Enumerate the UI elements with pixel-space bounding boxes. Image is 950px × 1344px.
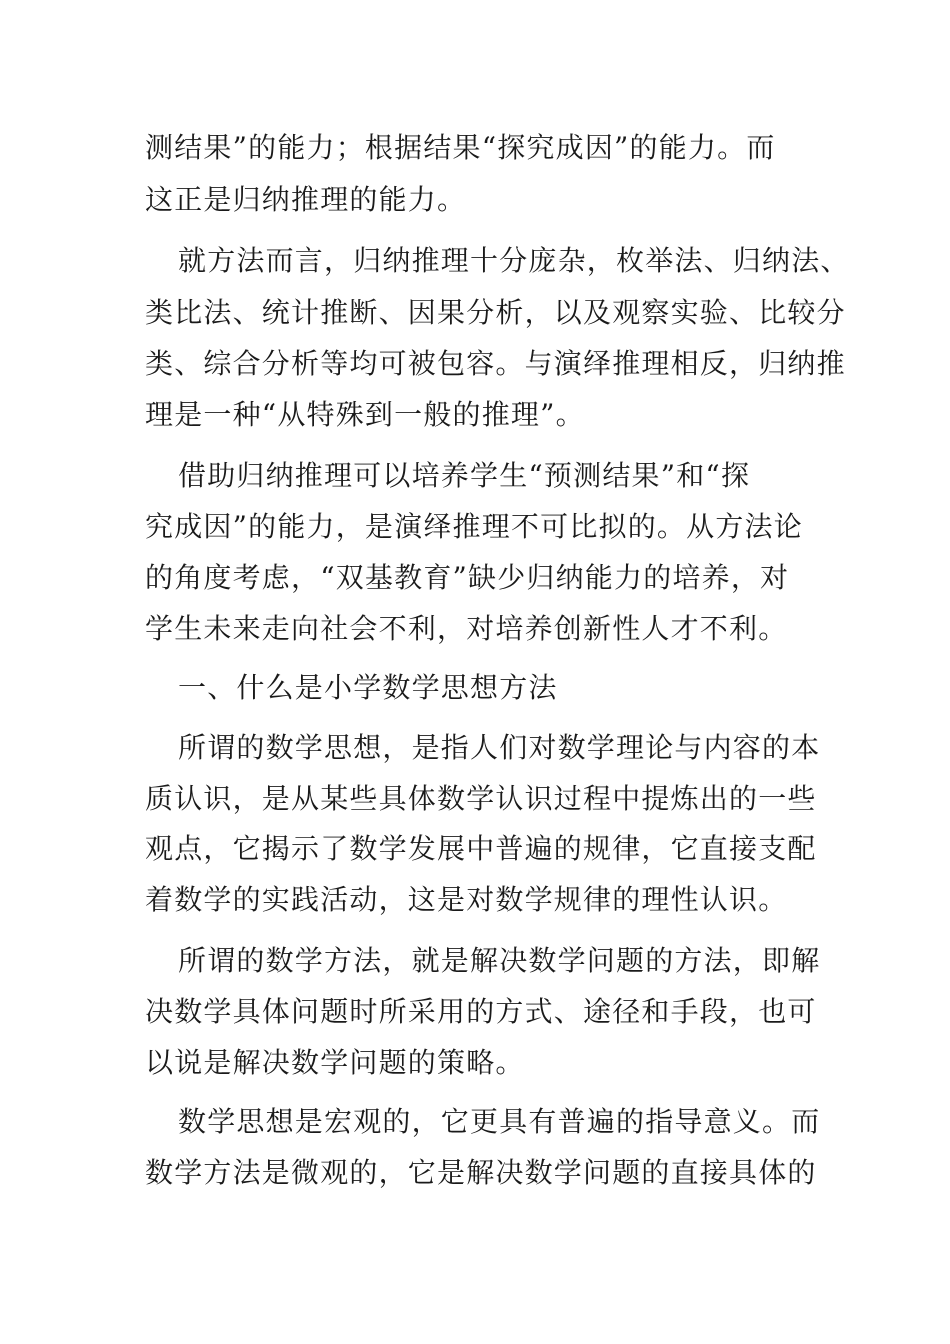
- text-line: 所谓的数学思想，是指人们对数学理论与内容的本: [178, 731, 821, 764]
- text-line: 观点，它揭示了数学发展中普遍的规律，它直接支配: [145, 832, 817, 865]
- text-line: 测结果”的能力；根据结果“探究成因”的能力。而: [145, 131, 776, 164]
- text-line: 以说是解决数学问题的策略。: [145, 1046, 525, 1079]
- text-line: 就方法而言，归纳推理十分庞杂，枚举法、归纳法、: [178, 244, 850, 277]
- text-line: 数学方法是微观的，它是解决数学问题的直接具体的: [145, 1156, 817, 1189]
- text-line: 究成因”的能力，是演绎推理不可比拟的。从方法论: [145, 510, 803, 543]
- text-line: 质认识，是从某些具体数学认识过程中提炼出的一些: [145, 782, 817, 815]
- text-line: 的角度考虑，“双基教育”缺少归纳能力的培养，对: [145, 561, 790, 594]
- text-line: 类比法、统计推断、因果分析，以及观察实验、比较分: [145, 296, 846, 329]
- text-line: 理是一种“从特殊到一般的推理”。: [145, 398, 585, 431]
- text-line: 这正是归纳推理的能力。: [145, 183, 467, 216]
- text-line: 类、综合分析等均可被包容。与演绎推理相反，归纳推: [145, 347, 846, 380]
- text-line: 数学思想是宏观的，它更具有普遍的指导意义。而: [178, 1105, 821, 1138]
- section-heading: 一、什么是小学数学思想方法: [178, 671, 558, 704]
- text-line: 借助归纳推理可以培养学生“预测结果”和“探: [178, 459, 751, 492]
- text-line: 决数学具体问题时所采用的方式、途径和手段，也可: [145, 995, 817, 1028]
- text-line: 所谓的数学方法，就是解决数学问题的方法，即解: [178, 944, 821, 977]
- text-line: 着数学的实践活动，这是对数学规律的理性认识。: [145, 883, 788, 916]
- text-line: 学生未来走向社会不利，对培养创新性人才不利。: [145, 612, 788, 645]
